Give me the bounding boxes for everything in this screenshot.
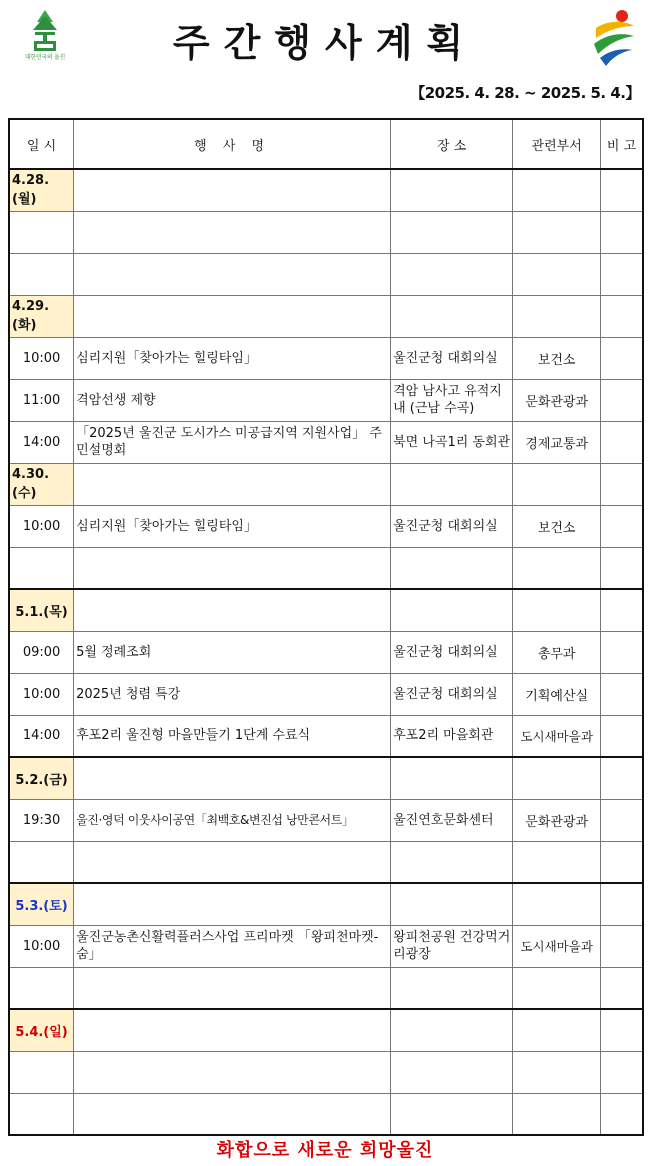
event-row xyxy=(9,379,643,421)
event-time: 14:00 xyxy=(9,421,74,463)
event-row xyxy=(9,337,643,379)
empty-row xyxy=(9,547,643,589)
event-time: 09:00 xyxy=(9,631,74,673)
event-location: 후포2리 마을회관 xyxy=(391,715,513,757)
event-location: 격암 남사고 유적지 내 (근남 수곡) xyxy=(391,379,513,421)
empty-row xyxy=(9,967,643,1009)
event-row xyxy=(9,673,643,715)
event-dept: 총무과 xyxy=(513,631,601,673)
empty-row xyxy=(9,1093,643,1135)
event-name: 격암선생 제향 xyxy=(74,379,391,421)
event-dept: 도시새마을과 xyxy=(513,715,601,757)
empty-row xyxy=(9,253,643,295)
event-time: 10:00 xyxy=(9,673,74,715)
col-header-note: 비 고 xyxy=(601,119,643,169)
event-row xyxy=(9,799,643,841)
uljin-emblem xyxy=(590,6,638,68)
day-row xyxy=(9,883,643,925)
day-row xyxy=(9,589,643,631)
event-location: 울진군청 대회의실 xyxy=(391,631,513,673)
day-label: 4.29.(화) xyxy=(9,295,74,337)
empty-row xyxy=(9,1051,643,1093)
event-location: 울진군청 대회의실 xyxy=(391,673,513,715)
event-row xyxy=(9,715,643,757)
event-dept: 도시새마을과 xyxy=(513,925,601,967)
event-dept: 경제교통과 xyxy=(513,421,601,463)
event-row xyxy=(9,421,643,463)
event-dept: 기획예산실 xyxy=(513,673,601,715)
event-name: 5월 정례조회 xyxy=(74,631,391,673)
uljin-logo xyxy=(18,8,72,66)
day-label: 5.1.(목) xyxy=(9,589,74,631)
footer-slogan: 화합으로 새로운 희망울진 xyxy=(216,1140,434,1161)
document-header xyxy=(0,0,650,118)
day-row xyxy=(9,463,643,505)
event-time: 10:00 xyxy=(9,925,74,967)
day-label: 4.30.(수) xyxy=(9,463,74,505)
day-label: 4.28.(월) xyxy=(9,169,74,211)
col-header-dept: 관련부서 xyxy=(513,119,601,169)
event-location: 왕피천공원 건강먹거리광장 xyxy=(391,925,513,967)
event-name: 심리지원「찾아가는 힐링타임」 xyxy=(74,505,391,547)
event-name: 「2025년 울진군 도시가스 미공급지역 지원사업」 주민설명회 xyxy=(74,421,391,463)
event-dept: 보건소 xyxy=(513,337,601,379)
event-name: 후포2리 울진형 마을만들기 1단계 수료식 xyxy=(74,715,391,757)
day-label: 5.2.(금) xyxy=(9,757,74,799)
event-name: 2025년 청렴 특강 xyxy=(74,673,391,715)
empty-row xyxy=(9,211,643,253)
event-location: 울진군청 대회의실 xyxy=(391,505,513,547)
schedule-period: 【2025. 4. 28. ~ 2025. 5. 4.】 xyxy=(410,84,640,102)
event-time: 14:00 xyxy=(9,715,74,757)
event-name: 울진·영덕 이웃사이공연「최백호&변진섭 낭만콘서트」 xyxy=(74,799,391,841)
event-dept: 보건소 xyxy=(513,505,601,547)
day-row xyxy=(9,757,643,799)
event-time: 11:00 xyxy=(9,379,74,421)
col-header-location: 장 소 xyxy=(391,119,513,169)
event-dept: 문화관광과 xyxy=(513,799,601,841)
event-time: 10:00 xyxy=(9,337,74,379)
col-header-datetime: 일 시 xyxy=(9,119,74,169)
emblem-icon xyxy=(590,6,638,68)
tree-logo-icon xyxy=(25,8,65,52)
page-title: 주간행사계획 xyxy=(172,21,478,65)
day-row xyxy=(9,169,643,211)
event-name: 심리지원「찾아가는 힐링타임」 xyxy=(74,337,391,379)
event-location: 울진군청 대회의실 xyxy=(391,337,513,379)
logo-caption: 대한민국의 울진 xyxy=(24,54,66,61)
event-row xyxy=(9,505,643,547)
event-row xyxy=(9,925,643,967)
event-location: 북면 나곡1리 동회관 xyxy=(391,421,513,463)
day-label: 5.4.(일) xyxy=(9,1009,74,1051)
col-header-event: 행 사 명 xyxy=(74,119,391,169)
day-row xyxy=(9,295,643,337)
event-time: 19:30 xyxy=(9,799,74,841)
event-dept: 문화관광과 xyxy=(513,379,601,421)
day-label: 5.3.(토) xyxy=(9,883,74,925)
event-location: 울진연호문화센터 xyxy=(391,799,513,841)
event-name: 울진군농촌신활력플러스사업 프리마켓 「왕피천마켓-숨」 xyxy=(74,925,391,967)
table-header-row xyxy=(9,119,643,169)
weekly-schedule-table xyxy=(8,118,644,1136)
event-time: 10:00 xyxy=(9,505,74,547)
day-row xyxy=(9,1009,643,1051)
event-row xyxy=(9,631,643,673)
empty-row xyxy=(9,841,643,883)
